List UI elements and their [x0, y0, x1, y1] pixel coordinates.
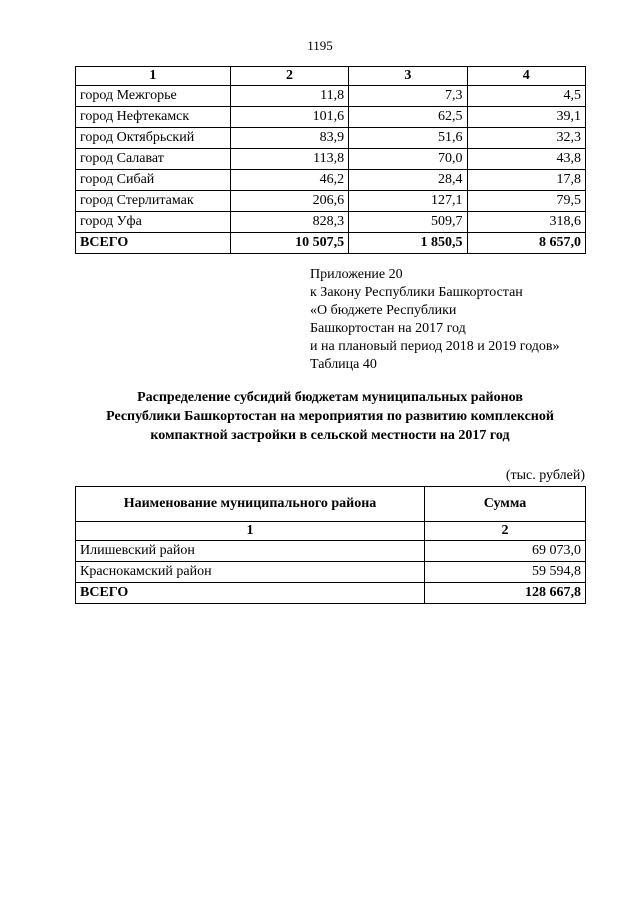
table-row: [76, 191, 586, 212]
column-header: 4: [467, 67, 585, 86]
table-cell: город Межгорье: [76, 86, 231, 107]
table-cell: ВСЕГО: [76, 233, 231, 254]
table-cell: 11,8: [230, 86, 348, 107]
column-header: 2: [230, 67, 348, 86]
column-index: 1: [76, 522, 425, 541]
table-row: [76, 149, 586, 170]
table-cell: 43,8: [467, 149, 585, 170]
table-cell: 83,9: [230, 128, 348, 149]
table-header-row: [76, 67, 586, 86]
table-cell: 39,1: [467, 107, 585, 128]
table-cell: 8 657,0: [467, 233, 585, 254]
appendix-line: Башкортостан на 2017 год: [310, 321, 466, 336]
table-header-row: [76, 487, 586, 522]
appendix-reference: [310, 266, 560, 374]
page-number: 1195: [307, 38, 333, 53]
table-cell: город Сибай: [76, 170, 231, 191]
table-cell: 509,7: [349, 212, 467, 233]
column-header: 3: [349, 67, 467, 86]
table-cell: город Уфа: [76, 212, 231, 233]
document-heading: [70, 388, 590, 445]
table-cell: 1 850,5: [349, 233, 467, 254]
table-cell: 206,6: [230, 191, 348, 212]
table-cell: 101,6: [230, 107, 348, 128]
table-cell: город Салават: [76, 149, 231, 170]
table-total-row: [76, 233, 586, 254]
column-header-sum: Сумма: [425, 487, 586, 522]
table-row: [76, 86, 586, 107]
table-cell: 32,3: [467, 128, 585, 149]
appendix-line: Таблица 40: [310, 357, 377, 372]
table-cell: 70,0: [349, 149, 467, 170]
table-cell: 828,3: [230, 212, 348, 233]
column-header: 1: [76, 67, 231, 86]
table-cell: Краснокамский район: [76, 562, 425, 583]
subsidy-table-districts: [75, 486, 586, 604]
table-cell: 79,5: [467, 191, 585, 212]
table-row: [76, 107, 586, 128]
table-cell: 69 073,0: [425, 541, 586, 562]
table-row: [76, 212, 586, 233]
column-index: 2: [425, 522, 586, 541]
appendix-line: к Закону Республики Башкортостан: [310, 285, 523, 300]
heading-line: Распределение субсидий бюджетам муниципальных районов: [137, 390, 523, 405]
table-cell: 17,8: [467, 170, 585, 191]
table-index-row: [76, 522, 586, 541]
table-cell: 59 594,8: [425, 562, 586, 583]
table-cell: 318,6: [467, 212, 585, 233]
table-cell: 62,5: [349, 107, 467, 128]
table-cell: 4,5: [467, 86, 585, 107]
appendix-line: «О бюджете Республики: [310, 303, 457, 318]
table-cell: 28,4: [349, 170, 467, 191]
table-cell: 128 667,8: [425, 583, 586, 604]
units-label: (тыс. рублей): [505, 468, 585, 483]
table-cell: 51,6: [349, 128, 467, 149]
table-cell: 46,2: [230, 170, 348, 191]
table-cell: 127,1: [349, 191, 467, 212]
table-cell: 10 507,5: [230, 233, 348, 254]
table-cell: ВСЕГО: [76, 583, 425, 604]
table-cell: город Стерлитамак: [76, 191, 231, 212]
heading-line: Республики Башкортостан на мероприятия по развитию комплексной: [106, 409, 554, 424]
appendix-line: и на плановый период 2018 и 2019 годов»: [310, 339, 560, 354]
table-row: [76, 128, 586, 149]
heading-line: компактной застройки в сельской местности на 2017 год: [150, 428, 510, 443]
table-cell: 113,8: [230, 149, 348, 170]
table-total-row: [76, 583, 586, 604]
table-row: [76, 170, 586, 191]
table-row: [76, 562, 586, 583]
budget-table-cities: [75, 66, 586, 254]
appendix-line: Приложение 20: [310, 267, 403, 282]
table-cell: Илишевский район: [76, 541, 425, 562]
table-cell: 7,3: [349, 86, 467, 107]
column-header-name: Наименование муниципального района: [76, 487, 425, 522]
table-cell: город Нефтекамск: [76, 107, 231, 128]
table-row: [76, 541, 586, 562]
table-cell: город Октябрьский: [76, 128, 231, 149]
